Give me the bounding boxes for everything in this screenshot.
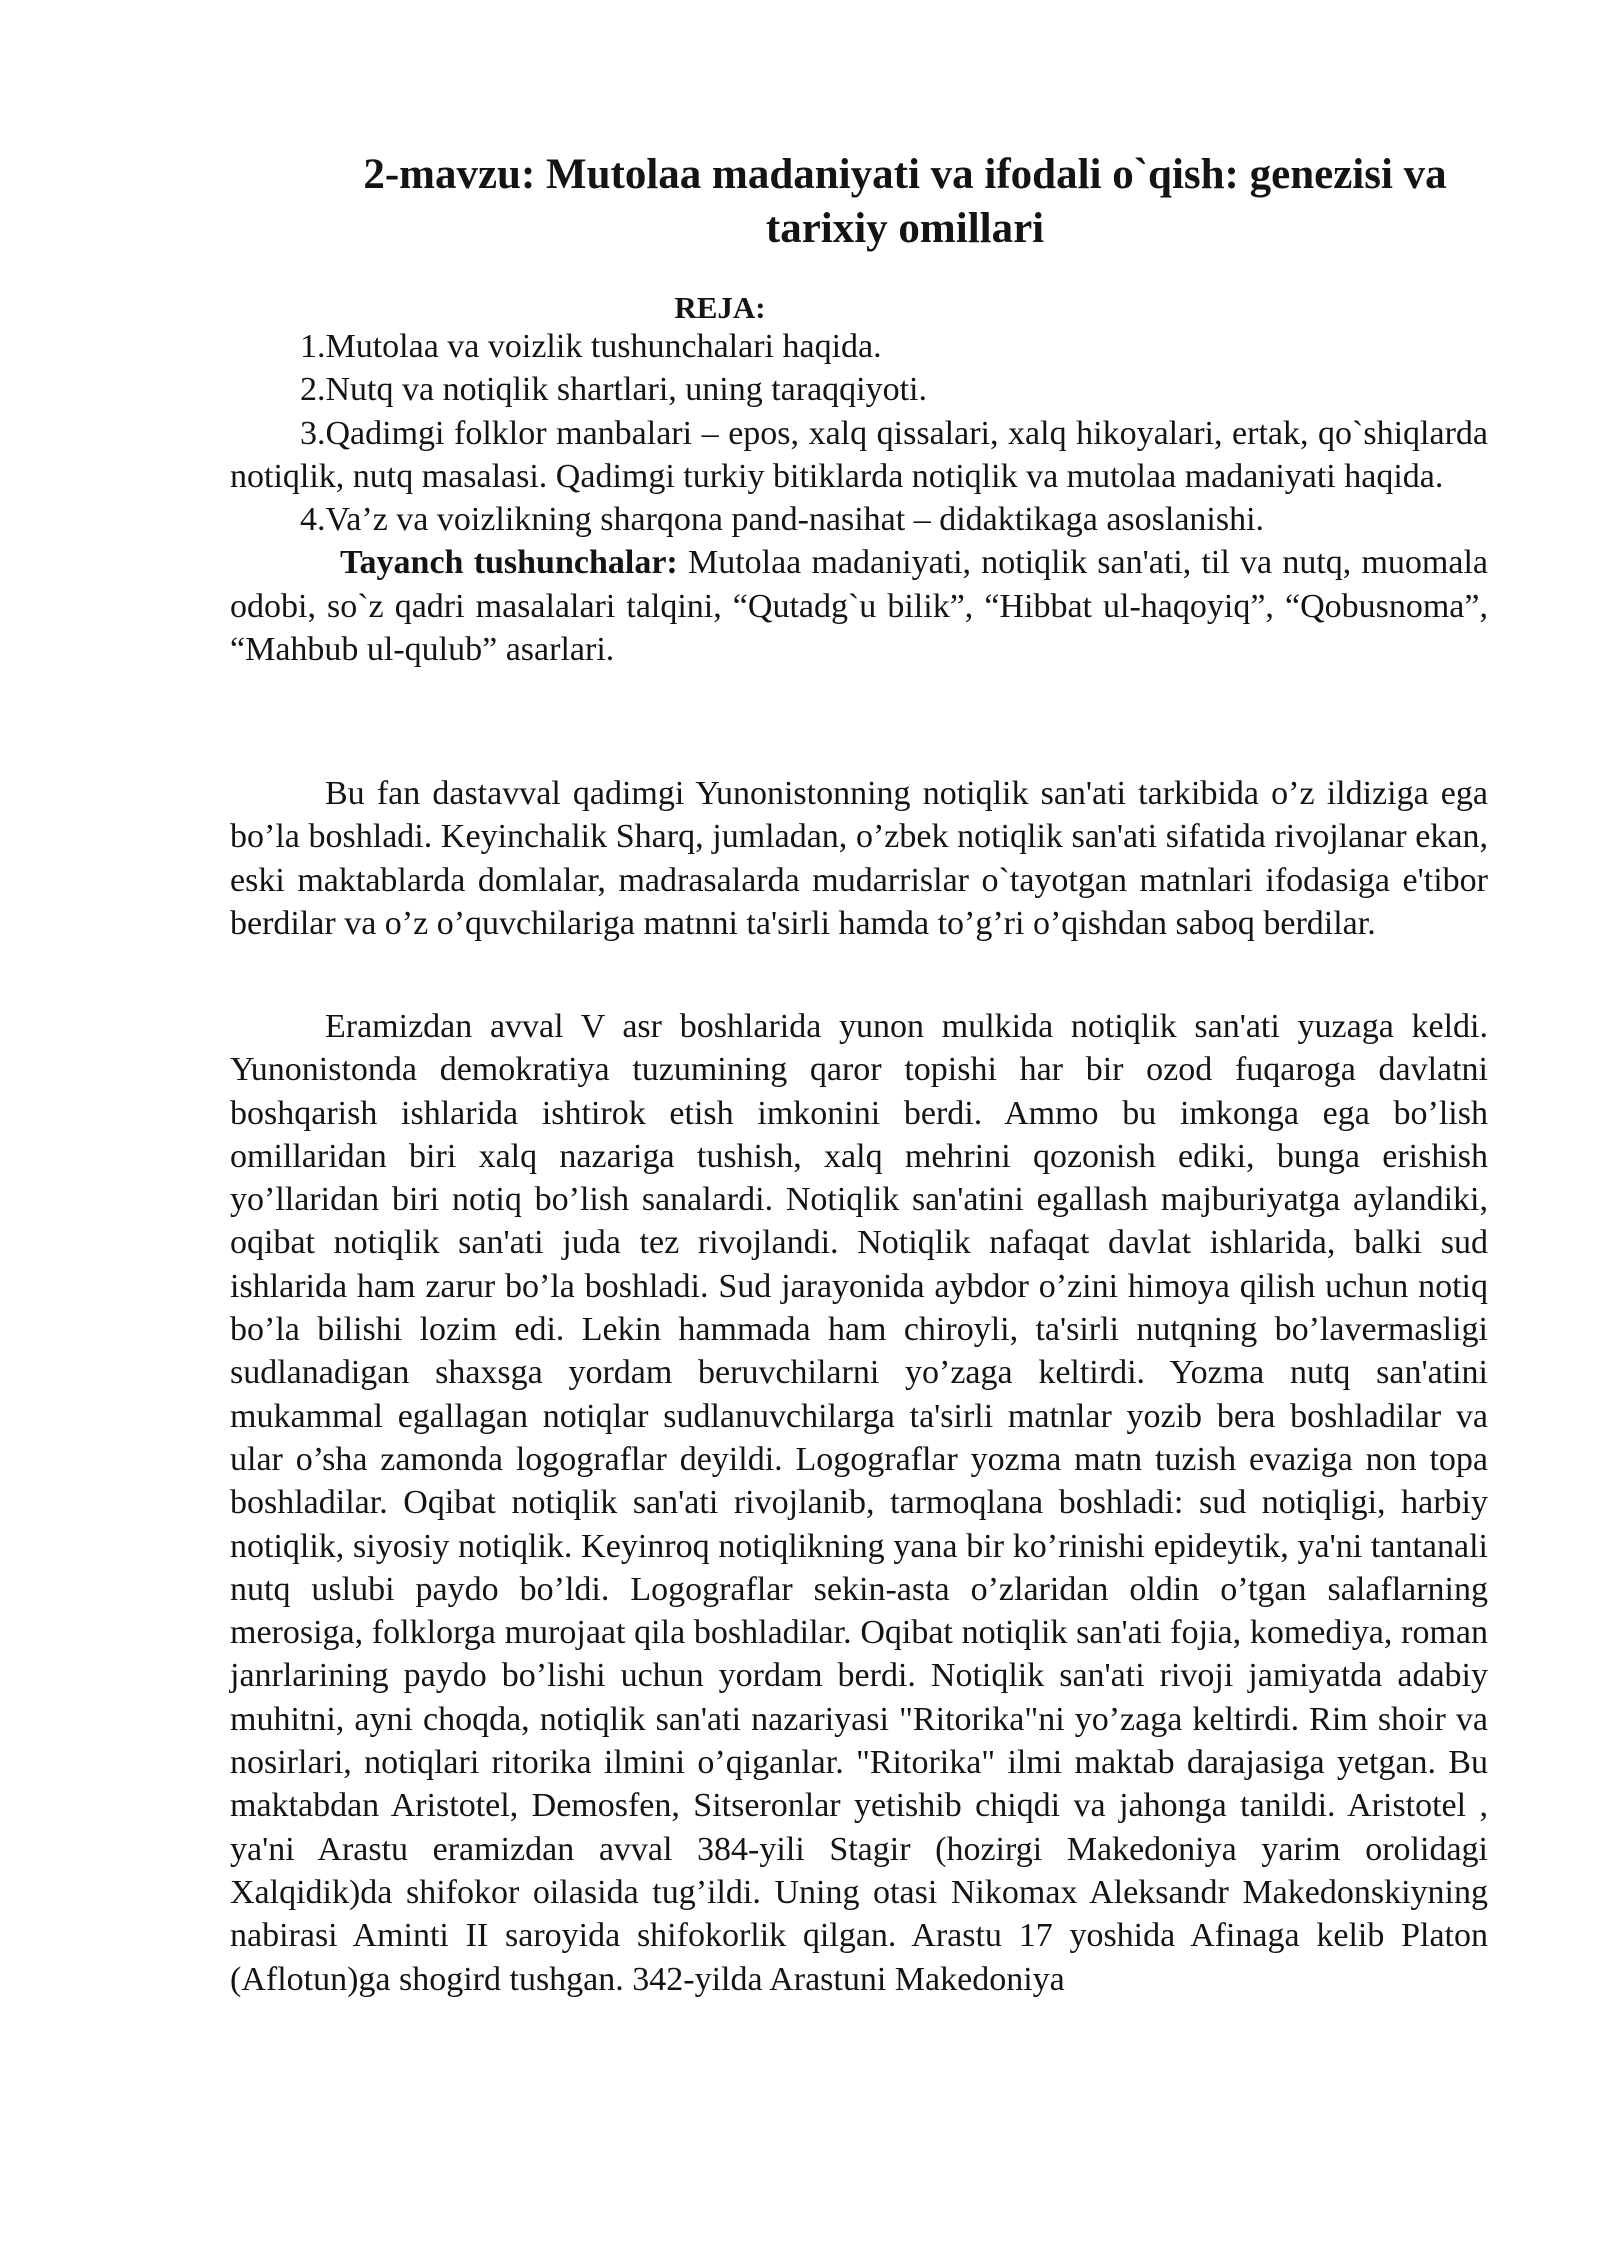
plan-item-2: 2.Nutq va notiqlik shartlari, uning taraqqiyoti. [300, 371, 928, 409]
page-title [330, 148, 1480, 256]
plan-item-4: 4.Va’z va voizlikning sharqona pand-nasihat – didaktikaga asoslanishi. [300, 501, 1265, 539]
plan-item-3: 3.Qadimgi folklor manbalari – epos, xalq qissalari, xalq hikoyalari, ertak, qo`shiqlarda notiqlik, nutq masalasi. Qadimgi turkiy bitiklarda notiqlik va mutolaa madaniyati haqida. [230, 414, 1488, 495]
keywords-label: Tayanch tushunchalar: [340, 544, 678, 582]
paragraph-1-block [230, 772, 1488, 945]
paragraph-1: Bu fan dastavval qadimgi Yunonistonning notiqlik san'ati tarkibida o’z ildiziga ega bo’la boshladi. Keyinchalik Sharq, jumladan, o’zbek notiqlik san'ati sifatida rivojlanar ekan, eski maktablarda domlalar, madrasalarda mudarrislar o`tayotgan matnlari ifodasiga e'tibor berdilar va o’z o’quvchilariga matnni ta'sirli hamda to’g’ri o’qishdan saboq berdilar. [230, 775, 1488, 942]
title-line-1: 2-mavzu: Mutolaa madaniyati va ifodali o`qish: genezisi va [363, 151, 1447, 198]
paragraph-2-block [230, 1005, 1488, 2001]
title-line-2: tarixiy omillari [765, 205, 1045, 252]
keywords-paragraph [230, 541, 1488, 671]
plan-item-1: 1.Mutolaa va voizlik tushunchalari haqida. [300, 328, 882, 365]
paragraph-2: Eramizdan avval V asr boshlarida yunon mulkida notiqlik san'ati yuzaga keldi. Yunonistonda demokratiya tuzumining qaror topishi har bir ozod fuqaroga davlatni boshqarish ishlarida ishtirok etish imkonini berdi. Ammo bu imkonga ega bo’lish omillaridan biri xalq nazariga tushish, xalq mehrini qozonish ediki, bunga erishish yo’llaridan biri notiq bo’lish sanalardi. Notiqlik san'atini egallash majburiyatga aylandiki, oqibat notiqlik san'ati juda tez rivojlandi. Notiqlik nafaqat davlat ishlarida, balki sud ishlarida ham zarur bo’la boshladi. Sud jarayonida aybdor o’zini himoya qilish uchun notiq bo’la bilishi lozim edi. Lekin hammada ham chiroyli, ta'sirli nutqning bo’lavermasligi sudlanadigan shaxsga yordam beruvchilarni yo’zaga keltirdi. Yozma nutq san'atini mukammal egallagan notiqlar sudlanuvchilarga ta'sirli matnlar yozib bera boshladilar va ular o’sha zamonda logograflar deyildi. Logograflar yozma matn tuzish evaziga non topa boshladilar. Oqibat notiqlik san'ati rivojlanib, tarmoqlana boshladi: sud notiqligi, harbiy notiqlik, siyosiy notiqlik. Keyinroq notiqlikning yana bir ko’rinishi epideytik, ya'ni tantanali nutq uslubi paydo bo’ldi. Logograflar sekin-asta o’zlaridan oldin o’tgan salaflarning merosiga, folklorga murojaat qila boshladilar. Oqibat notiqlik san'ati fojia, komediya, roman janrlarining paydo bo’lishi uchun yordam berdi. Notiqlik san'ati rivoji jamiyatda adabiy muhitni, ayni choqda, notiqlik san'ati nazariyasi "Ritorika"ni yo’zaga keltirdi. Rim shoir va nosirlari, notiqlari ritorika ilmini o’qiganlar. "Ritorika" ilmi maktab darajasiga yetgan. Bu maktabdan Aristotel, Demosfen, Sitseronlar yetishib chiqdi va jahonga tanildi. Aristotel , ya'ni Arastu eramizdan avval 384-yili Stagir (hozirgi Makedoniya yarim orolidagi Xalqidik)da shifokor oilasida tug’ildi. Uning otasi Nikomax Aleksandr Makedonskiyning nabirasi Aminti II saroyida shifokorlik qilgan. Arastu 17 yoshida Afinaga kelib Platon (Aflotun)ga shogird tushgan. 342-yilda Arastuni Makedoniya [230, 1008, 1488, 1998]
plan-heading: REJA: [674, 290, 766, 325]
keywords-text: Mutolaa madaniyati, notiqlik san'ati, til va nutq, muomala odobi, so`z qadri masalalari talqini, “Qutadg`u bilik”, “Hibbat ul-haqoyiq”, “Qobusnoma”, “Mahbub ul-qulub” asarlari. [230, 544, 1489, 669]
plan-list [230, 325, 1488, 671]
